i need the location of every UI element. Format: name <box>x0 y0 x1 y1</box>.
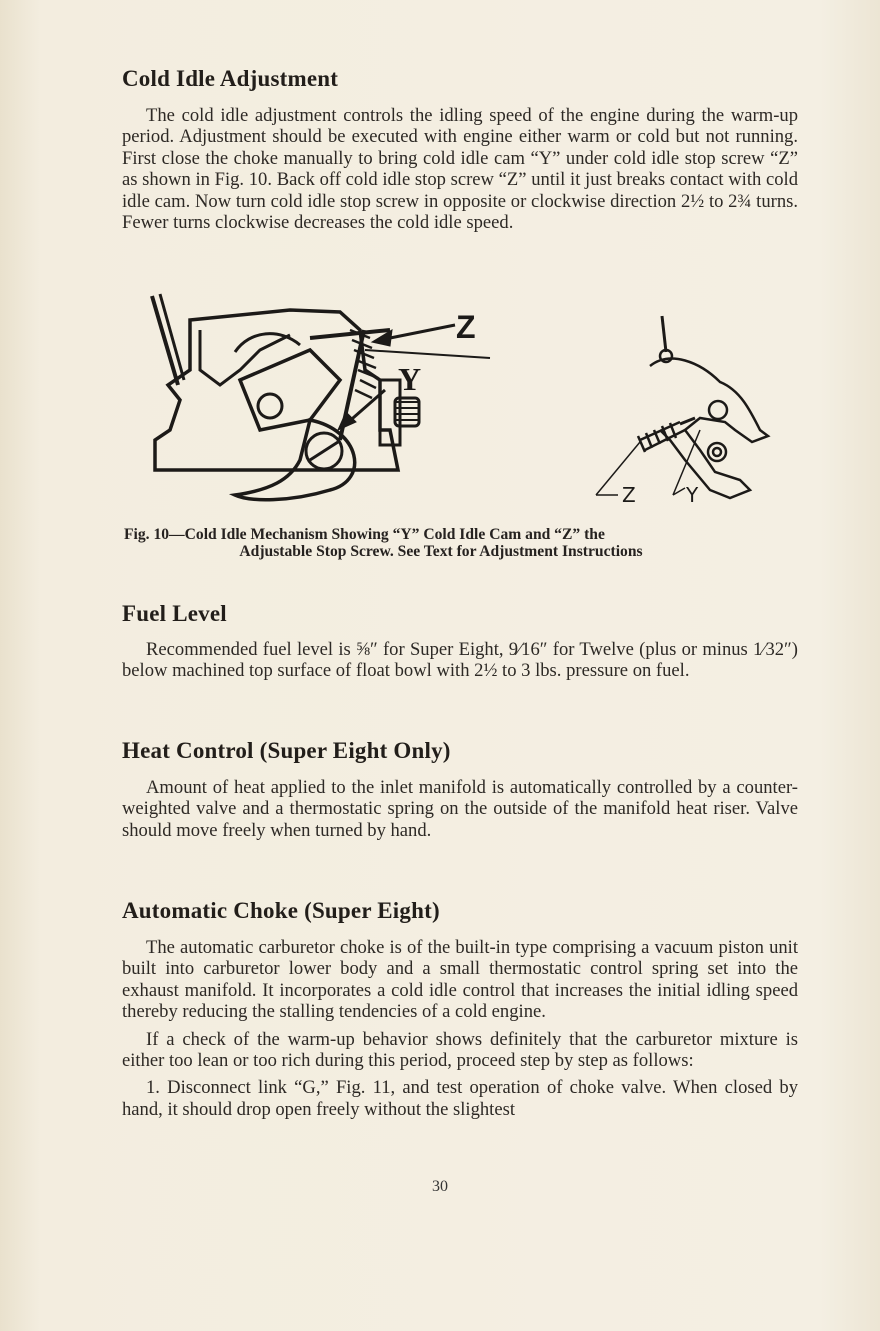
label-z-small: Z <box>622 483 636 507</box>
section-automatic-choke <box>122 898 798 1120</box>
paragraph-choke-1: The automatic carburetor choke is of the built-in type comprising a vacuum piston unit built into carburetor lower body and a small thermostatic control spring set into the exhaust manifold. It incorporates a cold idle control that increases the initial idling speed thereby reducing the stalling tendencies of a cold engine. <box>122 937 798 1023</box>
section-fuel-level <box>122 601 798 682</box>
paragraph-cold-idle: The cold idle adjustment controls the idling speed of the engine during the warm-up period. Adjustment should be executed with engine either warm or cold but not running. First close the choke manually to bring cold idle cam “Y” under cold idle stop screw “Z” as shown in Fig. 10. Back off cold idle stop screw “Z” until it just breaks contact with cold idle cam. Now turn cold idle stop screw in opposite or clockwise direction 2½ to 2¾ turns. Fewer turns clockwise decreases the cold idle speed. <box>122 105 798 234</box>
figure-cold-idle-mechanism <box>140 290 780 520</box>
caption-line-1: Fig. 10—Cold Idle Mechanism Showing “Y” Cold Idle Cam and “Z” the <box>124 526 605 543</box>
section-heat-control <box>122 738 798 841</box>
paragraph-choke-2: If a check of the warm-up behavior shows definitely that the carburetor mixture is either too lean or too rich during this period, proceed step by step as follows: <box>122 1028 798 1072</box>
figure-caption <box>124 526 798 560</box>
label-z-large: Z <box>456 309 476 345</box>
paragraph-choke-3: 1. Disconnect link “G,” Fig. 11, and test operation of choke valve. When closed by hand, it should drop open freely without the slightest <box>122 1077 798 1120</box>
page-number: 30 <box>432 1178 448 1195</box>
heading-heat-control: Heat Control (Super Eight Only) <box>122 738 451 763</box>
heading-fuel-level: Fuel Level <box>122 601 227 626</box>
heading-cold-idle: Cold Idle Adjustment <box>122 66 339 91</box>
paragraph-fuel-level: Recommended fuel level is ⅝″ for Super Eight, 9⁄16″ for Twelve (plus or minus 1⁄32″) below machined top surface of float bowl with 2½ to 3 lbs. pressure on fuel. <box>122 639 798 682</box>
label-y-small: Y <box>686 483 699 507</box>
small-cam-drawing <box>638 316 768 498</box>
section-cold-idle <box>122 66 798 233</box>
label-y-large: Y <box>398 361 422 397</box>
heading-automatic-choke: Automatic Choke (Super Eight) <box>122 898 440 923</box>
caption-line-2: Adjustable Stop Screw. See Text for Adjustment Instructions <box>239 543 643 560</box>
paragraph-heat-control: Amount of heat applied to the inlet manifold is automatically controlled by a counter-weighted valve and a thermostatic spring on the outside of the manifold heat riser. Valve should move freely when turned by hand. <box>122 777 798 841</box>
